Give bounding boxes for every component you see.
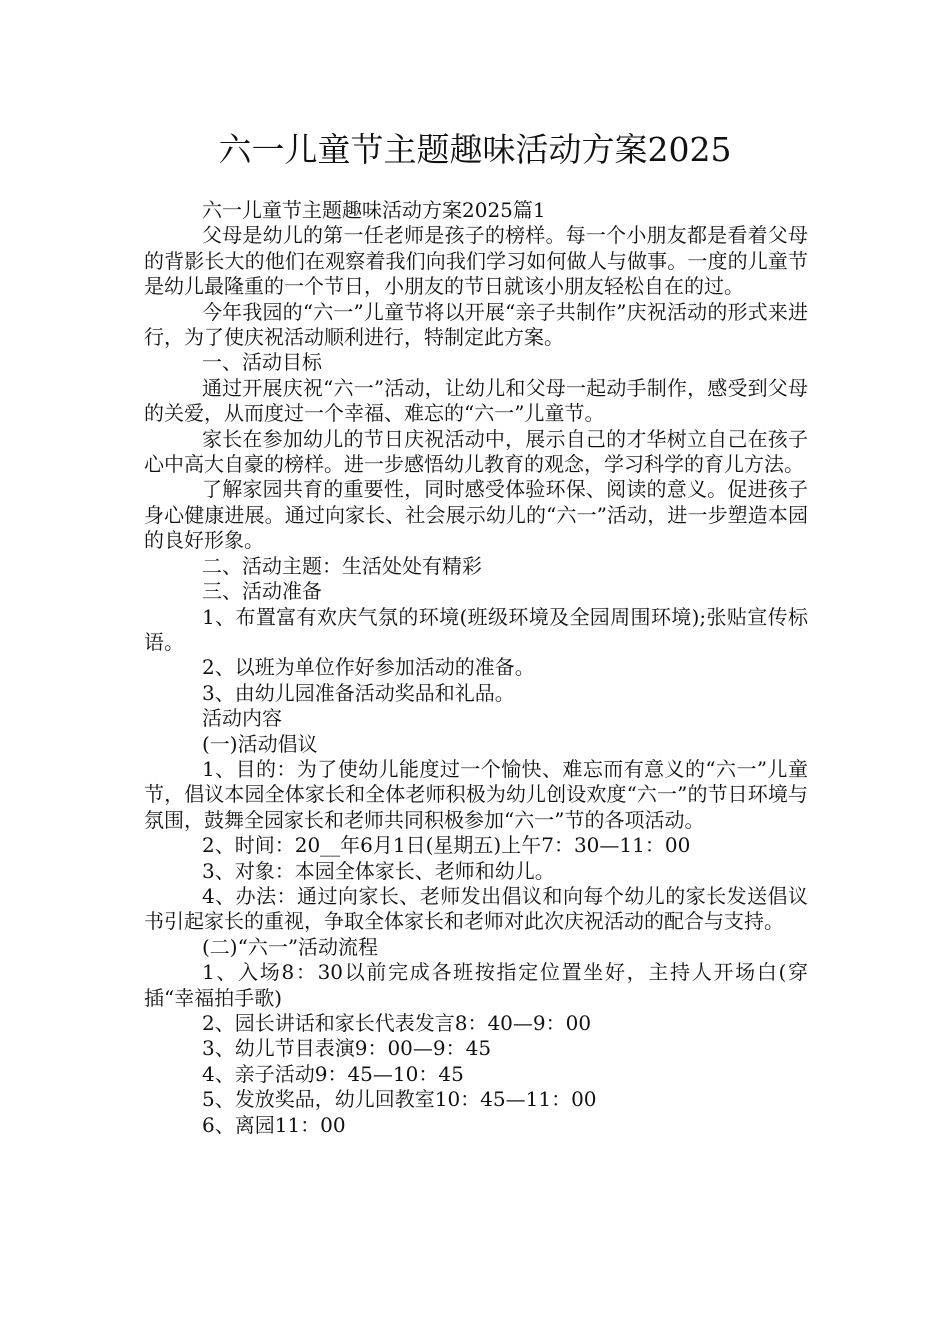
section-heading: 六一儿童节主题趣味活动方案2025篇1 [202,198,546,222]
subsection-heading: (一)活动倡议 [202,731,318,756]
list-item: 1、目的：为了使幼儿能度过一个愉快、难忘而有意义的“六一”儿童节，倡议本园全体家长和全体老师积极为幼儿创设欢度“六一”的节日环境与氛围，鼓舞全园家长和老师共同积极参加“六一”节的各项活动。 [144,756,808,832]
list-item: 6、离园11：00 [202,1112,346,1137]
list-item: 2、时间：20__年6月1日(星期五)上午7：30—11：00 [202,833,691,858]
list-item: 5、发放奖品，幼儿回教室10：45—11：00 [202,1087,597,1112]
list-item: 4、亲子活动9：45—10：45 [202,1061,464,1086]
body-paragraph: 家长在参加幼儿的节日庆祝活动中，展示自己的才华树立自己在孩子心中高大自豪的榜样。进一步感悟幼儿教育的观念，学习科学的育儿方法。 [144,426,808,477]
list-item: 1、布置富有欢庆气氛的环境(班级环境及全园周围环境);张贴宣传标语。 [144,604,808,654]
document-title: 六一儿童节主题趣味活动方案2025 [218,130,732,169]
document-body [144,198,808,1138]
section-heading: 三、活动准备 [202,579,322,604]
body-paragraph: 通过开展庆祝“六一”活动，让幼儿和父母一起动手制作，感受到父母的关爱，从而度过一个幸福、难忘的“六一”儿童节。 [144,375,808,426]
section-heading: 二、活动主题：生活处处有精彩 [202,553,482,578]
body-paragraph: 了解家园共育的重要性，同时感受体验环保、阅读的意义。促进孩子身心健康进展。通过向家长、社会展示幼儿的“六一”活动，进一步塑造本园的良好形象。 [144,477,808,553]
list-item: 3、幼儿节目表演9：00—9：45 [202,1036,492,1061]
section-heading: 一、活动目标 [202,350,322,375]
body-paragraph: 父母是幼儿的第一任老师是孩子的榜样。每一个小朋友都是看着父母的背影长大的他们在观察着我们向我们学习如何做人与做事。一度的儿童节是幼儿最隆重的一个节日，小朋友的节日就该小朋友轻松自在的过。 [144,223,808,299]
list-item: 4、办法：通过向家长、老师发出倡议和向每个幼儿的家长发送倡议书引起家长的重视，争取全体家长和老师对此次庆祝活动的配合与支持。 [144,883,808,934]
list-item: 3、由幼儿园准备活动奖品和礼品。 [202,680,515,705]
body-paragraph: 今年我园的“六一”儿童节将以开展“亲子共制作”庆祝活动的形式来进行，为了使庆祝活动顺利进行，特制定此方案。 [144,299,808,350]
list-item: 2、以班为单位作好参加活动的准备。 [202,655,535,680]
list-item: 3、对象：本园全体家长、老师和幼儿。 [202,858,555,883]
subsection-heading: (二)“六一”活动流程 [202,934,379,959]
list-item: 1、入场8：30以前完成各班按指定位置坐好，主持人开场白(穿插“幸福拍手歌) [144,960,808,1010]
section-heading: 活动内容 [202,706,282,731]
list-item: 2、园长讲话和家长代表发言8：40—9：00 [202,1011,592,1035]
